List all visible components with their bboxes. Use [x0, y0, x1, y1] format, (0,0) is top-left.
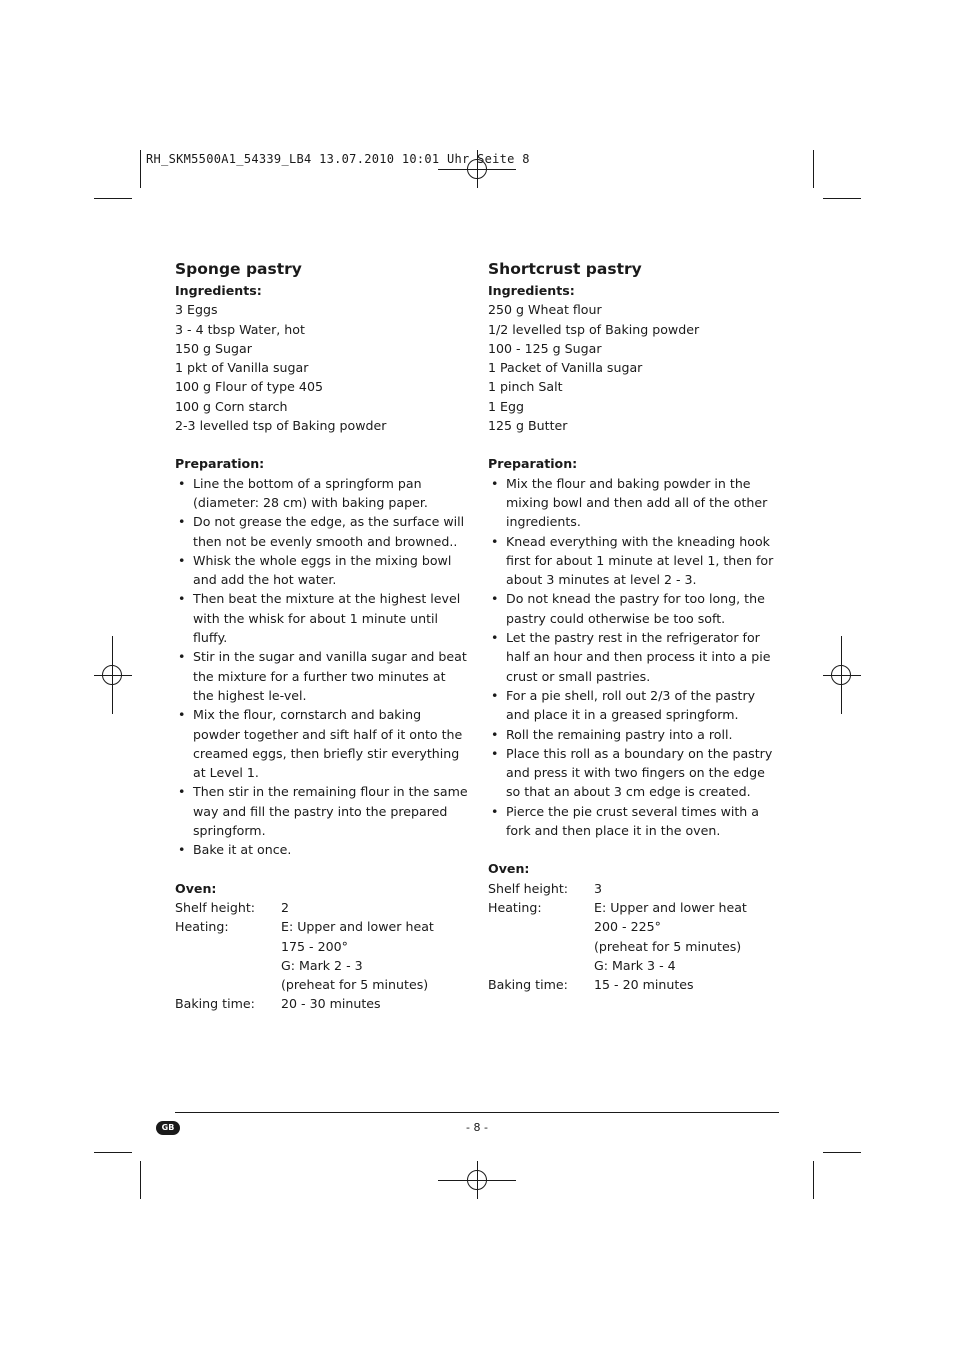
oven-value: [281, 917, 470, 994]
oven-key: Shelf height:: [488, 880, 569, 896]
shortcrust-title: Shortcrust pastry: [488, 260, 642, 278]
oven-shelf-row: [488, 879, 778, 898]
step: • Then beat the mixture at the highest level with the whisk for about 1 minute until fluffy.: [175, 589, 470, 647]
step: • Roll the remaining pastry into a roll.: [488, 725, 778, 744]
ingredient: 3 - 4 tbsp Water, hot: [175, 321, 305, 337]
heating-line: (preheat for 5 minutes): [594, 938, 742, 954]
heating-line: 200 - 225°: [594, 919, 661, 935]
ingredient: 3 Eggs: [175, 302, 218, 318]
oven-shelf-row: [175, 898, 470, 917]
step: • Bake it at once.: [175, 840, 470, 859]
step: • Do not knead the pastry for too long, the pastry could otherwise be too soft.: [488, 589, 778, 628]
shortcrust-ingredients-label: Ingredients:: [488, 283, 575, 298]
ingredient: 100 g Flour of type 405: [175, 379, 323, 395]
footer-rule: [175, 1112, 779, 1113]
step: • Stir in the sugar and vanilla sugar and beat the mixture for a further two minutes at the highest le-vel.: [175, 647, 470, 705]
ingredient: 150 g Sugar: [175, 340, 252, 356]
shortcrust-oven-label: Oven:: [488, 861, 530, 877]
heating-line: E: Upper and lower heat: [594, 899, 747, 915]
step: • Whisk the whole eggs in the mixing bowl and add the hot water.: [175, 551, 470, 590]
sponge-pastry-section: [175, 258, 470, 1014]
page-number: - 8 -: [466, 1121, 488, 1134]
oven-baking-row: [175, 994, 470, 1013]
shortcrust-ingredients-list: [488, 300, 778, 435]
ingredient: 125 g Butter: [488, 418, 568, 434]
ingredient: 1 pkt of Vanilla sugar: [175, 360, 309, 376]
shortcrust-preparation-label: Preparation:: [488, 456, 578, 472]
sponge-ingredients-list: [175, 300, 470, 435]
heating-line: (preheat for 5 minutes): [281, 977, 429, 993]
step: • Mix the flour, cornstarch and baking powder together and sift half of it onto the creamed eggs, then briefly stir everything at Level 1.: [175, 705, 470, 782]
oven-value: 3: [594, 880, 603, 896]
oven-key: Heating:: [488, 899, 542, 915]
shortcrust-pastry-section: [488, 258, 778, 994]
sponge-preparation-label: Preparation:: [175, 456, 265, 472]
ingredient: 2-3 levelled tsp of Baking powder: [175, 418, 387, 434]
heating-line: G: Mark 3 - 4: [594, 957, 676, 973]
sponge-oven-label: Oven:: [175, 880, 217, 896]
heating-line: E: Upper and lower heat: [281, 919, 434, 935]
oven-key: Baking time:: [175, 996, 255, 1012]
ingredient: 1 Packet of Vanilla sugar: [488, 360, 643, 376]
oven-key: Heating:: [175, 919, 229, 935]
heating-line: G: Mark 2 - 3: [281, 957, 363, 973]
oven-heating-row: [175, 917, 470, 994]
print-slug: RH_SKM5500A1_54339_LB4 13.07.2010 10:01 Uhr Seite 8: [146, 152, 530, 166]
oven-value: [594, 898, 778, 975]
ingredient: 100 g Corn starch: [175, 398, 288, 414]
oven-value: 15 - 20 minutes: [594, 977, 694, 993]
oven-value: 20 - 30 minutes: [281, 996, 381, 1012]
step: • Pierce the pie crust several times with a fork and then place it in the oven.: [488, 802, 778, 841]
oven-heating-row: [488, 898, 778, 975]
oven-key: Baking time:: [488, 977, 568, 993]
ingredient: 250 g Wheat flour: [488, 302, 602, 318]
ingredient: 100 - 125 g Sugar: [488, 340, 602, 356]
step: • Place this roll as a boundary on the pastry and press it with two fingers on the edge so that an about 3 cm edge is created.: [488, 744, 778, 802]
step: • Mix the flour and baking powder in the mixing bowl and then add all of the other ingredients.: [488, 474, 778, 532]
sponge-steps-list: [175, 474, 470, 860]
language-badge: GB: [156, 1121, 180, 1135]
oven-key: Shelf height:: [175, 899, 256, 915]
step: • Knead everything with the kneading hook first for about 1 minute at level 1, then for about 3 minutes at level 2 - 3.: [488, 532, 778, 590]
ingredient: 1 Egg: [488, 398, 524, 414]
step: • Line the bottom of a springform pan (diameter: 28 cm) with baking paper.: [175, 474, 470, 513]
sponge-title: Sponge pastry: [175, 260, 302, 278]
ingredient: 1 pinch Salt: [488, 379, 563, 395]
oven-baking-row: [488, 975, 778, 994]
sponge-ingredients-label: Ingredients:: [175, 283, 262, 298]
heating-line: 175 - 200°: [281, 938, 348, 954]
step: • Then stir in the remaining flour in the same way and fill the pastry into the prepared springform.: [175, 782, 470, 840]
step: • For a pie shell, roll out 2/3 of the pastry and place it in a greased springform.: [488, 686, 778, 725]
oven-value: 2: [281, 899, 290, 915]
step: • Do not grease the edge, as the surface will then not be evenly smooth and browned..: [175, 512, 470, 551]
ingredient: 1/2 levelled tsp of Baking powder: [488, 321, 700, 337]
step: • Let the pastry rest in the refrigerator for half an hour and then process it into a pie crust or small pastries.: [488, 628, 778, 686]
shortcrust-steps-list: [488, 474, 778, 841]
